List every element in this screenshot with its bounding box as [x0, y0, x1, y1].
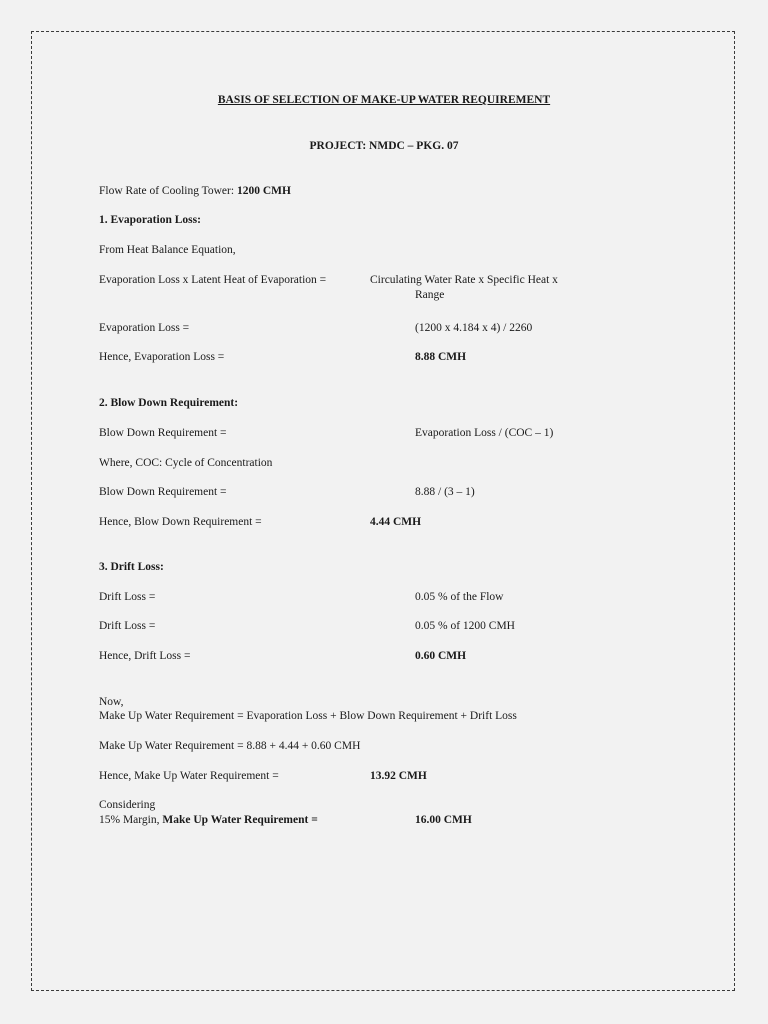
heat-balance-eq-left: Evaporation Loss x Latent Heat of Evaporation = [99, 274, 327, 286]
section-3-heading: 3. Drift Loss: [99, 561, 164, 573]
flow-rate-value: 1200 CMH [236, 185, 291, 197]
blow-down-result-label: Hence, Blow Down Requirement = [99, 516, 262, 528]
margin-label: Make Up Water Requirement = [162, 814, 318, 826]
section-1-heading: 1. Evaporation Loss: [99, 214, 201, 226]
drift-loss-value-1: 0.05 % of the Flow [415, 591, 504, 603]
page-border [31, 31, 735, 991]
evaporation-loss-formula: (1200 x 4.184 x 4) / 2260 [415, 322, 533, 334]
drift-loss-label-2: Drift Loss = [99, 620, 156, 632]
blow-down-result-value: 4.44 CMH [370, 516, 422, 528]
heat-balance-eq-right-line2: Range [415, 289, 445, 301]
flow-rate-label: Flow Rate of Cooling Tower: [99, 185, 237, 197]
drift-loss-result-label: Hence, Drift Loss = [99, 650, 191, 662]
make-up-result-label: Hence, Make Up Water Requirement = [99, 770, 279, 782]
blow-down-formula-2: 8.88 / (3 – 1) [415, 486, 475, 498]
heat-balance-eq-right-line1: Circulating Water Rate x Specific Heat x [370, 274, 558, 286]
flow-rate-line [99, 184, 291, 198]
evaporation-loss-result-label: Hence, Evaporation Loss = [99, 351, 225, 363]
document-title: BASIS OF SELECTION OF MAKE-UP WATER REQUIREMENT [217, 94, 551, 106]
section-2-heading: 2. Blow Down Requirement: [99, 397, 239, 409]
make-up-result-value: 13.92 CMH [370, 770, 427, 782]
make-up-equation-values: Make Up Water Requirement = 8.88 + 4.44 + 0.60 CMH [99, 740, 361, 752]
drift-loss-label-1: Drift Loss = [99, 591, 156, 603]
evaporation-loss-result-value: 8.88 CMH [415, 351, 467, 363]
margin-line [99, 813, 318, 827]
drift-loss-result-value: 0.60 CMH [415, 650, 467, 662]
now-label: Now, [99, 696, 124, 708]
blow-down-label-2: Blow Down Requirement = [99, 486, 227, 498]
considering-label: Considering [99, 799, 156, 811]
coc-definition: Where, COC: Cycle of Concentration [99, 457, 273, 469]
evaporation-loss-label: Evaporation Loss = [99, 322, 190, 334]
blow-down-formula: Evaporation Loss / (COC – 1) [415, 427, 554, 439]
blow-down-label: Blow Down Requirement = [99, 427, 227, 439]
margin-prefix: 15% Margin, [99, 814, 163, 826]
make-up-equation: Make Up Water Requirement = Evaporation Loss + Blow Down Requirement + Drift Loss [99, 710, 517, 722]
margin-result-value: 16.00 CMH [415, 814, 472, 826]
project-heading: PROJECT: NMDC – PKG. 07 [309, 140, 459, 152]
drift-loss-value-2: 0.05 % of 1200 CMH [415, 620, 515, 632]
heat-balance-intro: From Heat Balance Equation, [99, 244, 236, 256]
